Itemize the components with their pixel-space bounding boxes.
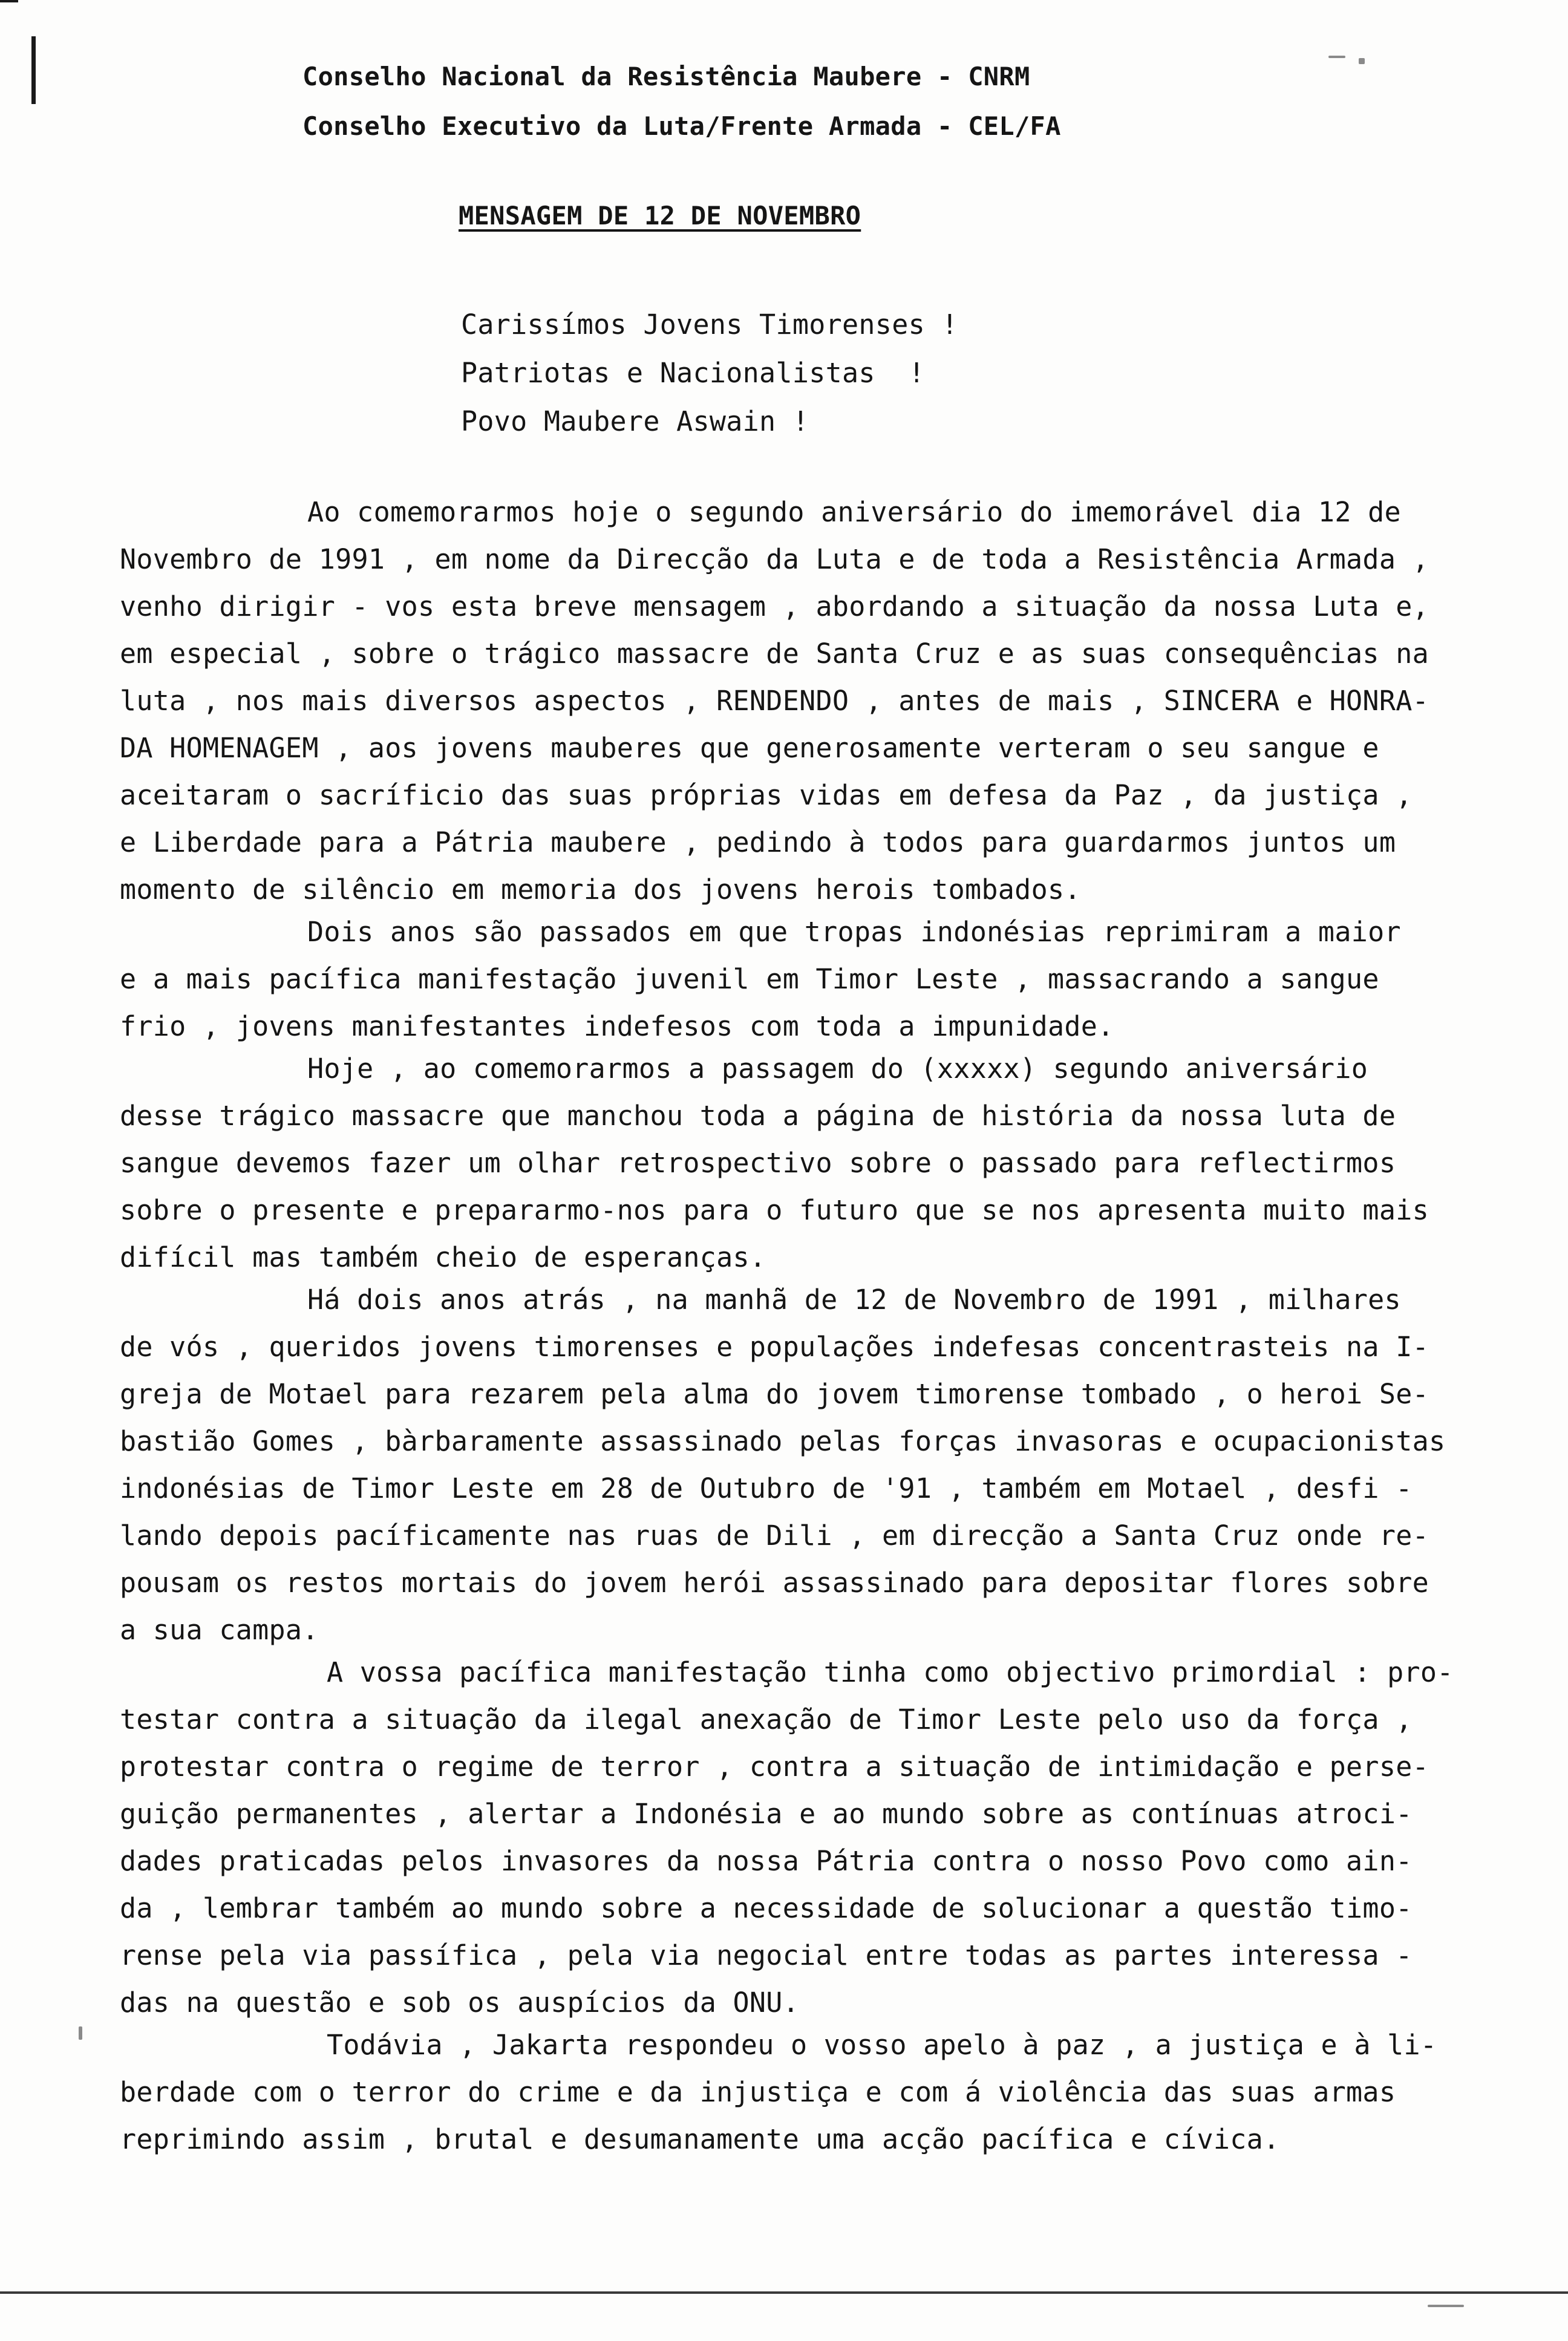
scan-speck: [1428, 2305, 1464, 2307]
body-line: dades praticadas pelos invasores da nossa Pátria contra o nosso Povo como ain-: [120, 1845, 1413, 1877]
body-line: Novembro de 1991 , em nome da Direcção da Luta e de toda a Resistência Armada ,: [120, 543, 1429, 575]
body-line: Todávia , Jakarta respondeu o vosso apelo à paz , a justiça e à li-: [327, 2029, 1437, 2061]
body-line: Ao comemorarmos hoje o segundo aniversário do imemorável dia 12 de: [307, 496, 1401, 528]
body-line: Há dois anos atrás , na manhã de 12 de Novembro de 1991 , milhares: [307, 1284, 1401, 1316]
margin-mark: [31, 36, 36, 104]
document-title: MENSAGEM DE 12 DE NOVEMBRO: [459, 201, 861, 230]
scan-speck: [1359, 58, 1365, 64]
body-line: e Liberdade para a Pátria maubere , pedindo à todos para guardarmos juntos um: [120, 826, 1396, 858]
body-line: da , lembrar também ao mundo sobre a necessidade de solucionar a questão timo-: [120, 1892, 1413, 1924]
body-line: de vós , queridos jovens timorenses e populações indefesas concentrasteis na I-: [120, 1331, 1429, 1363]
body-line: sobre o presente e prepararmo-nos para o futuro que se nos apresenta muito mais: [120, 1194, 1429, 1226]
body-line: difícil mas também cheio de esperanças.: [120, 1241, 766, 1273]
body-line: sangue devemos fazer um olhar retrospectivo sobre o passado para reflectirmos: [120, 1147, 1396, 1179]
header-line-1: Conselho Nacional da Resistência Maubere - CNRM: [302, 62, 1030, 91]
body-line: bastião Gomes , bàrbaramente assassinado pelas forças invasoras e ocupacionistas: [120, 1425, 1446, 1457]
body-line: Hoje , ao comemorarmos a passagem do (xxxxx) segundo aniversário: [307, 1053, 1368, 1085]
salutation-line: Carissímos Jovens Timorenses !: [461, 309, 958, 341]
body-line: guição permanentes , alertar a Indonésia e ao mundo sobre as contínuas atroci-: [120, 1798, 1413, 1830]
body-line: a sua campa.: [120, 1614, 319, 1646]
body-line: e a mais pacífica manifestação juvenil em Timor Leste , massacrando a sangue: [120, 963, 1379, 995]
body-line: venho dirigir - vos esta breve mensagem , abordando a situação da nossa Luta e,: [120, 590, 1429, 622]
body-line: das na questão e sob os auspícios da ONU.: [120, 1987, 800, 2019]
body-line: berdade com o terror do crime e da injustiça e com á violência das suas armas: [120, 2076, 1396, 2108]
body-line: frio , jovens manifestantes indefesos com toda a impunidade.: [120, 1010, 1114, 1042]
body-line: indonésias de Timor Leste em 28 de Outubro de '91 , também em Motael , desfi -: [120, 1472, 1413, 1504]
corner-mark: [0, 0, 18, 2]
body-line: aceitaram o sacríficio das suas próprias vidas em defesa da Paz , da justiça ,: [120, 779, 1413, 811]
salutation-line: Patriotas e Nacionalistas !: [461, 357, 925, 389]
body-line: greja de Motael para rezarem pela alma do jovem timorense tombado , o heroi Se-: [120, 1378, 1429, 1410]
body-line: rense pela via passífica , pela via negocial entre todas as partes interessa -: [120, 1939, 1413, 1971]
body-line: testar contra a situação da ilegal anexação de Timor Leste pelo uso da força ,: [120, 1703, 1413, 1735]
body-line: luta , nos mais diversos aspectos , RENDENDO , antes de mais , SINCERA e HONRA-: [120, 685, 1429, 717]
body-line: pousam os restos mortais do jovem herói assassinado para depositar flores sobre: [120, 1567, 1429, 1599]
body-line: protestar contra o regime de terror , contra a situação de intimidação e perse-: [120, 1751, 1429, 1783]
body-line: DA HOMENAGEM , aos jovens mauberes que generosamente verteram o seu sangue e: [120, 732, 1379, 764]
scan-speck: [79, 2026, 82, 2040]
body-line: em especial , sobre o trágico massacre de Santa Cruz e as suas consequências na: [120, 638, 1429, 670]
body-line: reprimindo assim , brutal e desumanamente uma acção pacífica e cívica.: [120, 2123, 1280, 2155]
body-line: desse trágico massacre que manchou toda a página de história da nossa luta de: [120, 1100, 1396, 1132]
scan-speck: [1328, 56, 1345, 58]
salutation-line: Povo Maubere Aswain !: [461, 405, 809, 437]
bottom-edge-line: [0, 2291, 1568, 2294]
body-line: lando depois pacíficamente nas ruas de Dili , em direcção a Santa Cruz onde re-: [120, 1520, 1429, 1552]
body-line: Dois anos são passados em que tropas indonésias reprimiram a maior: [307, 916, 1401, 948]
body-line: A vossa pacífica manifestação tinha como objectivo primordial : pro-: [327, 1656, 1454, 1688]
body-line: momento de silêncio em memoria dos jovens herois tombados.: [120, 873, 1081, 906]
header-line-2: Conselho Executivo da Luta/Frente Armada - CEL/FA: [302, 111, 1061, 141]
